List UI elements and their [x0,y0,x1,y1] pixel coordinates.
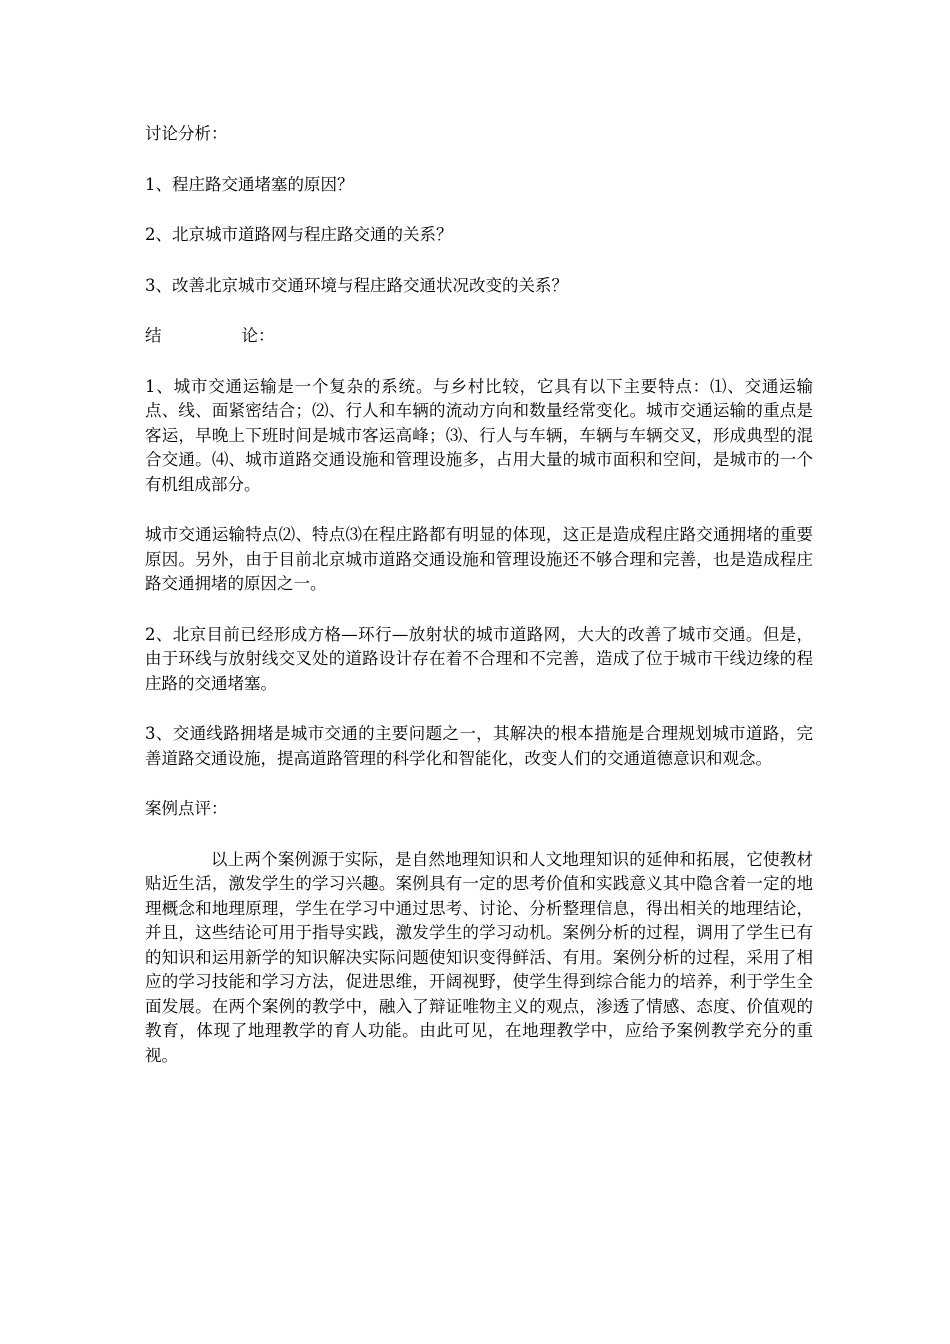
discussion-heading: 讨论分析： [145,124,228,143]
conclusion-paragraph-4: 3、交通线路拥堵是城市交通的主要问题之一，其解决的根本措施是合理规划城市道路，完善道路交通设施，提高道路管理的科学化和智能化，改变人们的交通道德意识和观念。 [145,724,813,768]
conclusion-label-right: 论： [241,326,275,345]
discussion-question-1: 1、程庄路交通堵塞的原因？ [145,174,354,194]
conclusion-label-left: 结 [145,326,162,345]
conclusion-paragraph-2: 城市交通运输特点⑵、特点⑶在程庄路都有明显的体现，这正是造成程庄路交通拥堵的重要原因。另外，由于目前北京城市道路交通设施和管理设施还不够合理和完善，也是造成程庄路交通拥堵的原因之一。 [145,525,813,593]
conclusion-paragraph-1: 1、城市交通运输是一个复杂的系统。与乡村比较，它具有以下主要特点：⑴、交通运输点、线、面紧密结合；⑵、行人和车辆的流动方向和数量经常变化。城市交通运输的重点是客运，早晚上下班时间是城市客运高峰；⑶、行人与车辆，车辆与车辆交叉，形成典型的混合交通。⑷、城市道路交通设施和管理设施多，占用大量的城市面积和空间，是城市的一个有机组成部分。 [145,376,813,494]
discussion-question-2: 2、北京城市道路网与程庄路交通的关系？ [145,225,453,244]
conclusion-paragraph-3: 2、北京目前已经形成方格—环行—放射状的城市道路网，大大的改善了城市交通。但是，由于环线与放射线交叉处的道路设计存在着不合理和不完善，造成了位于城市干线边缘的程庄路的交通堵塞。 [145,624,813,693]
discussion-question-3: 3、改善北京城市交通环境与程庄路交通状况改变的关系？ [145,275,568,295]
review-heading: 案例点评： [145,799,228,818]
document-page [145,122,813,1094]
review-paragraph: 以上两个案例源于实际，是自然地理知识和人文地理知识的延伸和拓展，它使教材贴近生活，激发学生的学习兴趣。案例具有一定的思考价值和实践意义其中隐含着一定的地理概念和地理原理，学生在学习中通过思考、讨论、分析整理信息，得出相关的地理结论，并且，这些结论可用于指导实践，激发学生的学习动机。案例分析的过程，调用了学生已有的知识和运用新学的知识解决实际问题使知识变得鲜活、有用。案例分析的过程，采用了相应的学习技能和学习方法，促进思维，开阔视野，使学生得到综合能力的培养，利于学生全面发展。在两个案例的教学中，融入了辩证唯物主义的观点，渗透了情感、态度、价值观的教育，体现了地理教学的育人功能。由此可见，在地理教学中，应给予案例教学充分的重视。 [145,849,813,1065]
conclusion-heading [145,324,813,349]
